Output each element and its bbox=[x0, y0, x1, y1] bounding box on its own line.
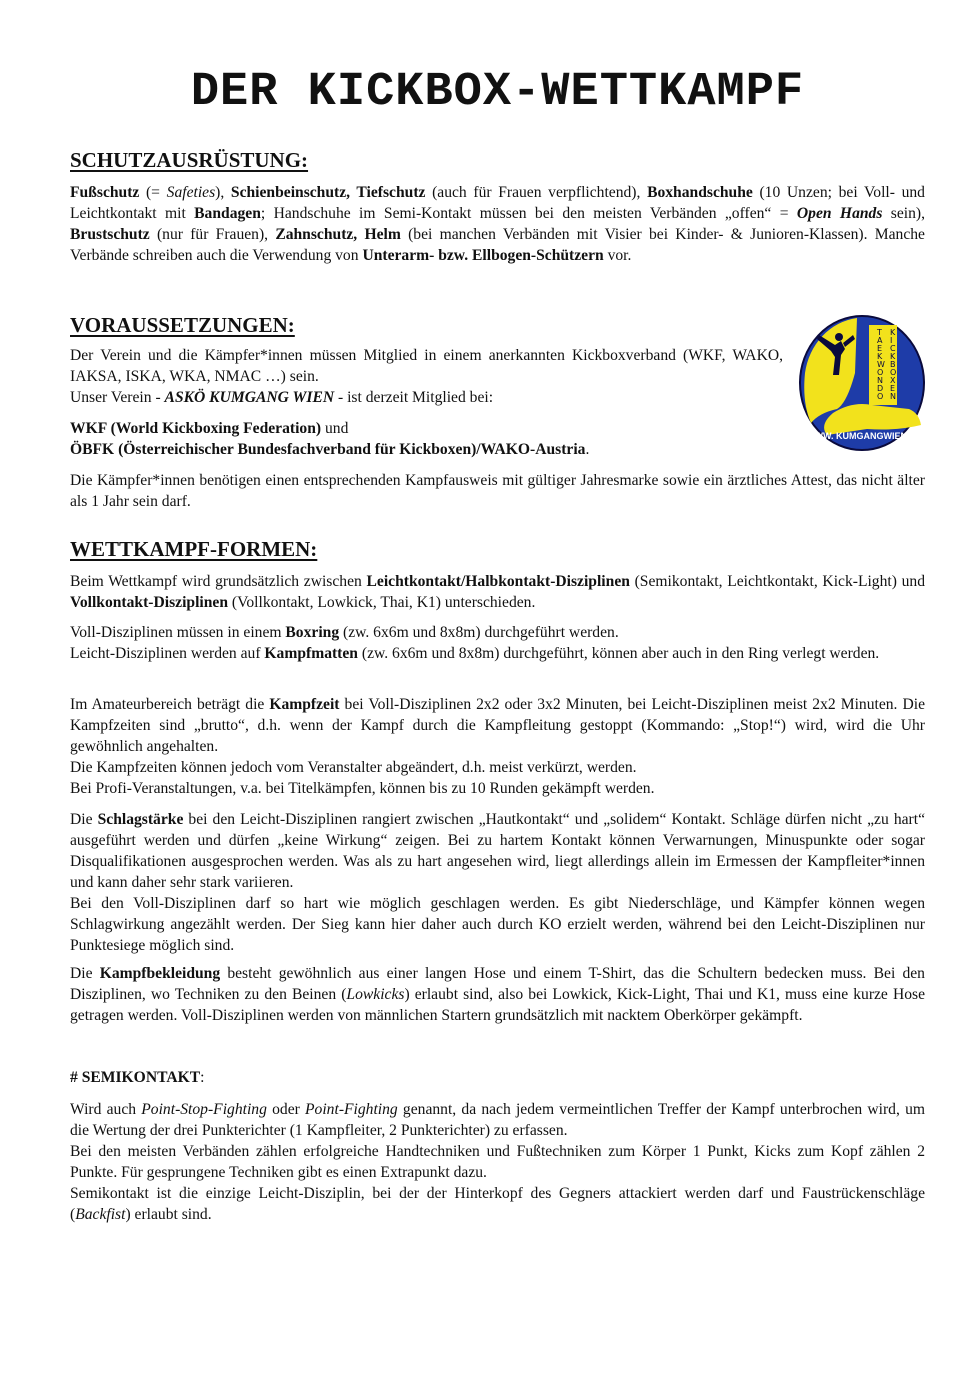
emphasis-text: Boxring bbox=[285, 624, 340, 641]
body-text: Die Kampfzeiten können jedoch vom Veranstalter abgeändert, d.h. meist verkürzt, werden. bbox=[70, 759, 637, 776]
body-text: - ist derzeit Mitglied bei: bbox=[334, 389, 494, 406]
body-text: ) erlaubt sind. bbox=[125, 1206, 212, 1223]
body-text: Semikontakt ist die einzige Leicht-Disziplin, bei der der Hinterkopf des Gegners attackiert werden darf und Faustrückenschläge ( bbox=[70, 1185, 925, 1223]
body-text: Der Verein und die Kämpfer*innen müssen Mitglied in einem anerkannten Kickboxverband (WKF, WAKO, IAKSA, ISKA, WKA, NMAC …) sein. bbox=[70, 347, 783, 385]
body-text: Leicht-Disziplinen werden auf bbox=[70, 645, 265, 662]
body-text: (Semikontakt, Leichtkontakt, Kick-Light) und bbox=[629, 573, 926, 590]
body-text: Die Kämpfer*innen benötigen einen entsprechenden Kampfausweis mit gültiger Jahresmarke sowie ein ärztliches Attest, das nicht älter als 1 Jahr sein darf. bbox=[70, 472, 925, 510]
paragraph-kampfbekleidung bbox=[70, 963, 925, 1026]
body-text: Bei Profi-Veranstaltungen, v.a. bei Titelkämpfen, können bis zu 10 Runden gekämpft werden. bbox=[70, 780, 655, 797]
emphasis-text: Schienbeinschutz, Tiefschutz bbox=[230, 184, 426, 201]
body-text: (zw. 6x6m und 8x8m) durchgeführt, können aber auch in den Ring verlegt werden. bbox=[357, 645, 880, 662]
heading-voraussetzungen: VORAUSSETZUNGEN: bbox=[70, 313, 295, 337]
emphasis-text: Unterarm- bzw. Ellbogen-Schützern bbox=[362, 247, 604, 264]
emphasis-text: Vollkontakt-Disziplinen bbox=[70, 594, 229, 611]
body-text: (bei manchen Verbänden mit Visier bei Kinder- & Junioren-Klassen). Manche Verbände schreiben auch die Verwendung von bbox=[70, 226, 925, 264]
body-text: sein), bbox=[882, 205, 925, 222]
club-logo-icon bbox=[797, 313, 927, 453]
emphasis-text: Backfist bbox=[75, 1206, 126, 1223]
paragraph-mitgliedschaft bbox=[70, 345, 783, 408]
body-text: (= bbox=[139, 184, 167, 201]
emphasis-text: Brustschutz bbox=[70, 226, 150, 243]
body-text: . bbox=[585, 441, 590, 458]
heading-schutzausruestung: SCHUTZAUSRÜSTUNG: bbox=[70, 148, 309, 172]
body-text: Die bbox=[70, 965, 100, 982]
body-text: Unser Verein - bbox=[70, 389, 165, 406]
body-text: Beim Wettkampf wird grundsätzlich zwischen bbox=[70, 573, 367, 590]
paragraph-semikontakt bbox=[70, 1099, 925, 1225]
paragraph-disziplinen bbox=[70, 571, 925, 613]
emphasis-text: Zahnschutz, Helm bbox=[275, 226, 401, 243]
emphasis-text: Kampfmatten bbox=[264, 645, 358, 662]
body-text: genannt, da nach jedem vermeintlichen Treffer der Kampf unterbrochen wird, um die Wertung der drei Punkterichter (1 Kampfleiter, 2 Punkterichter) zu erfassen. bbox=[70, 1101, 925, 1139]
body-text: (nur für Frauen), bbox=[149, 226, 276, 243]
emphasis-text: WKF (World Kickboxing Federation) bbox=[70, 420, 322, 437]
emphasis-text: Point-Stop-Fighting bbox=[141, 1101, 267, 1118]
body-text: besteht gewöhnlich aus einer langen Hose und einem T-Shirt, das die Schultern bedecken muss. Bei den Disziplinen, wo Techniken zu den Beinen ( bbox=[70, 965, 925, 1003]
paragraph-schutzausruestung bbox=[70, 182, 925, 266]
paragraph-kampfausweis bbox=[70, 470, 925, 512]
body-text: bei den Leicht-Disziplinen rangiert zwischen „Hautkontakt“ und „solidem“ Kontakt. Schläge dürfen nicht „zu hart“ ausgeführt werden und dürfen „keine Wirkung“ zeigen. Bei zu hartem Kontakt können Verwarnungen, Minuspunkte oder sogar Disqualifikationen ausgesprochen werden. Was als zu hart angesehen wird, liegt allerdings allein im Ermessen der Kampfleiter*innen und kann daher sehr stark variieren. bbox=[70, 811, 925, 891]
emphasis-text: Kampfbekleidung bbox=[99, 965, 221, 982]
page-title: DER KICKBOX-WETTKAMPF bbox=[190, 66, 805, 119]
body-text: und bbox=[321, 420, 349, 437]
body-text: ) erlaubt sind, also bei Lowkick, Kick-Light, Thai und K1, muss eine kurze Hose getragen werden. Voll-Disziplinen werden von männlichen Startern grundsätzlich mit nacktem Oberkörper gekämpft. bbox=[70, 986, 925, 1024]
body-text: (auch für Frauen verpflichtend), bbox=[425, 184, 648, 201]
body-text: oder bbox=[266, 1101, 306, 1118]
body-text: ), bbox=[215, 184, 231, 201]
paragraph-kampfflaeche bbox=[70, 622, 925, 664]
heading-wettkampf-formen: WETTKAMPF-FORMEN: bbox=[70, 537, 318, 561]
heading-semikontakt: # SEMIKONTAKT: bbox=[70, 1069, 205, 1086]
emphasis-text: Fußschutz bbox=[70, 184, 140, 201]
emphasis-text: Safeties bbox=[166, 184, 216, 201]
emphasis-text: Schlagstärke bbox=[97, 811, 184, 828]
body-text: Bei den meisten Verbänden zählen erfolgreiche Handtechniken und Fußtechniken zum Körper 1 Punkt, Kicks zum Kopf zählen 2 Punkte. Für gesprungene Techniken gibt es einen Extrapunkt dazu. bbox=[70, 1143, 925, 1181]
body-text: bei Voll-Disziplinen 2x2 oder 3x2 Minuten, bei Leicht-Disziplinen meist 2x2 Minuten. Die Kampfzeiten sind „brutto“, d.h. wenn der Kampf durch die Kampfleitung gestoppt (Kommando: „Stop!“) wird, wird die Uhr gewöhnlich angehalten. bbox=[70, 696, 925, 755]
body-text: (zw. 6x6m und 8x8m) durchgeführt werden. bbox=[339, 624, 619, 641]
logo-kickboxen-text: K I C K B O X E N bbox=[890, 328, 897, 401]
body-text: vor. bbox=[603, 247, 632, 264]
paragraph-kampfzeit bbox=[70, 694, 925, 799]
body-text: Wird auch bbox=[70, 1101, 142, 1118]
emphasis-text: Kampfzeit bbox=[269, 696, 340, 713]
logo-url-text: WWW. KUMGANGWIEN .at bbox=[806, 431, 920, 441]
body-text: ; Handschuhe im Semi-Kontakt müssen bei den meisten Verbänden „offen“ = bbox=[260, 205, 797, 222]
paragraph-verbaende bbox=[70, 418, 783, 460]
paragraph-schlagstaerke bbox=[70, 809, 925, 956]
body-text: Voll-Disziplinen müssen in einem bbox=[70, 624, 286, 641]
emphasis-text: Point-Fighting bbox=[305, 1101, 398, 1118]
logo-taekwondo-text: T A E K W O N D O bbox=[877, 328, 885, 401]
body-text: (10 Unzen; bei Voll- und Leichtkontakt mit bbox=[70, 184, 925, 222]
emphasis-text: Boxhandschuhe bbox=[647, 184, 753, 201]
emphasis-text: Leichtkontakt/Halbkontakt-Disziplinen bbox=[366, 573, 630, 590]
body-text: Bei den Voll-Disziplinen darf so hart wie möglich geschlagen werden. Es gibt Niederschläge, und Kämpfer können wegen Schlagwirkung angezählt werden. Der Sieg kann hier daher auch durch KO erzielt werden, während bei den Leicht-Disziplinen nur Punktesiege möglich sind. bbox=[70, 895, 925, 954]
emphasis-text: ÖBFK (Österreichischer Bundesfachverband für Kickboxen)/WAKO-Austria bbox=[70, 441, 586, 458]
body-text: (Vollkontakt, Lowkick, Thai, K1) unterschieden. bbox=[228, 594, 536, 611]
emphasis-text: Lowkicks bbox=[346, 986, 405, 1003]
body-text: Im Amateurbereich beträgt die bbox=[70, 696, 270, 713]
emphasis-text: Open Hands bbox=[796, 205, 883, 222]
body-text: Die bbox=[70, 811, 98, 828]
emphasis-text: Bandagen bbox=[194, 205, 261, 222]
emphasis-text: ASKÖ KUMGANG WIEN bbox=[164, 389, 335, 406]
